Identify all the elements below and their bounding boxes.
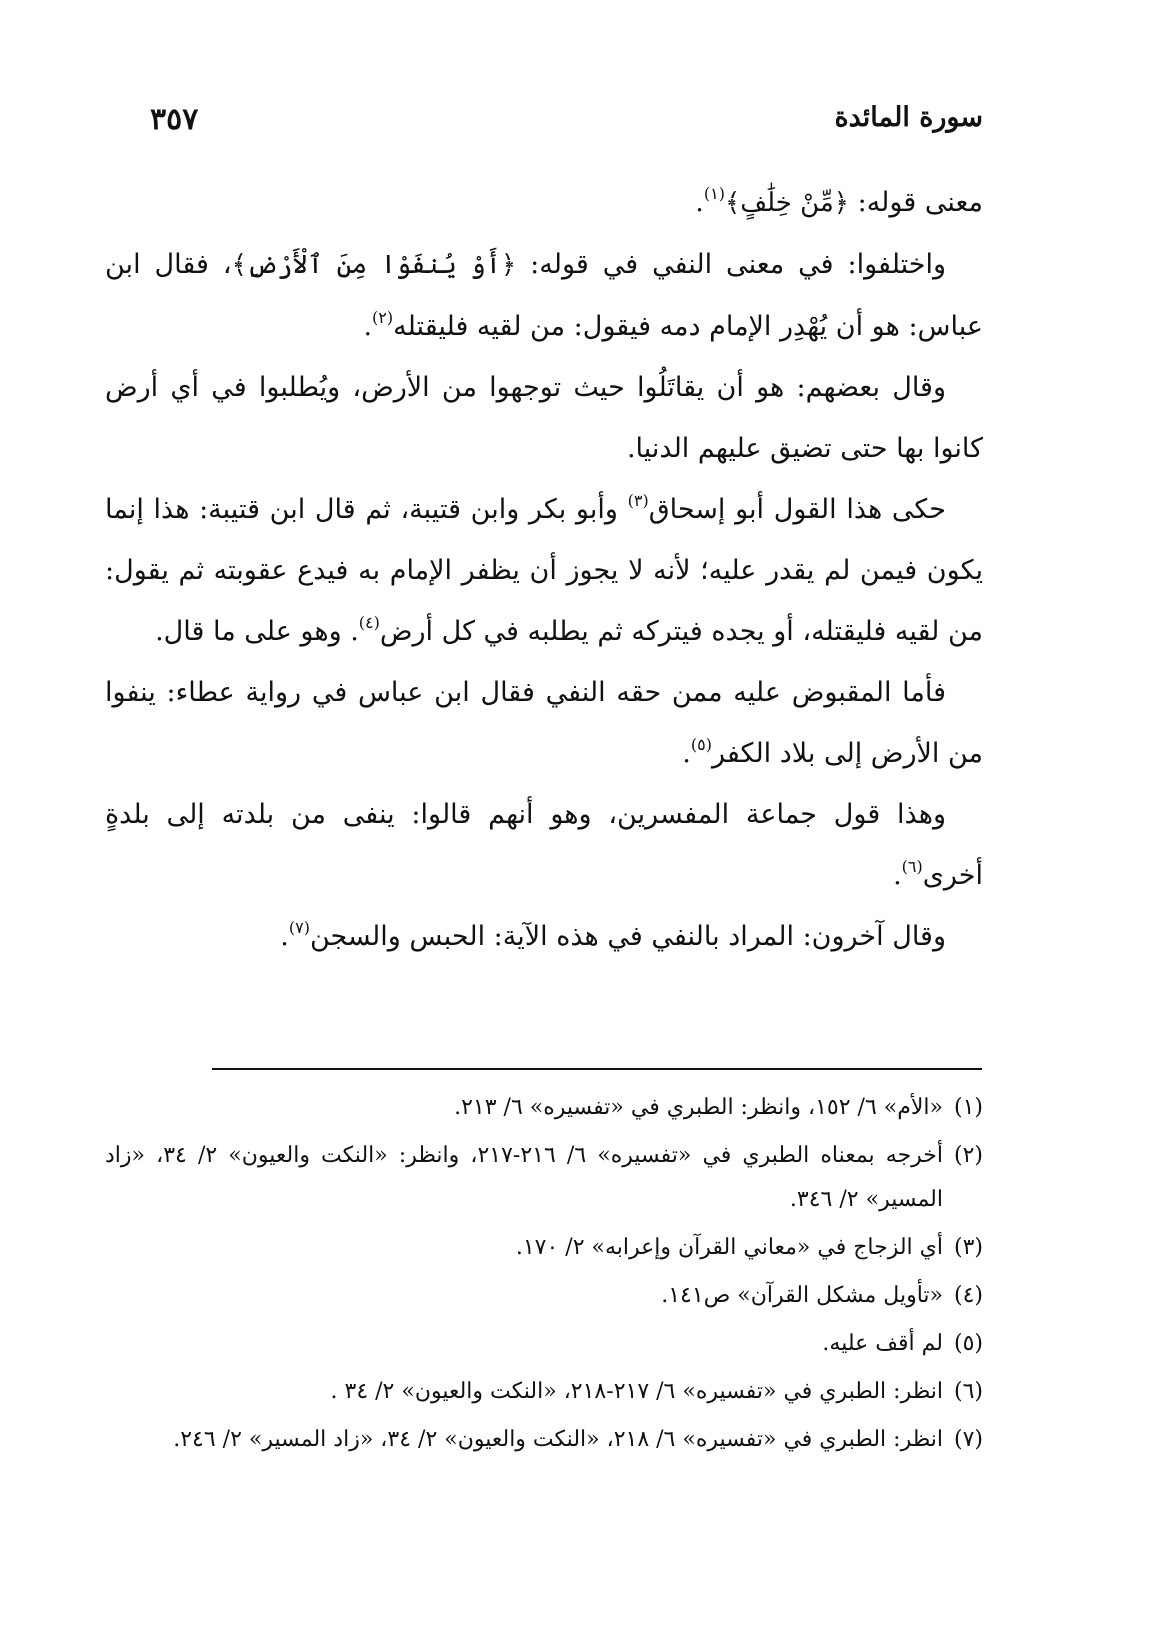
paragraph-text: . <box>893 860 902 891</box>
paragraph-7 <box>105 906 983 967</box>
paragraph-6 <box>105 784 983 906</box>
main-text <box>105 172 983 967</box>
footnote-number: (٧) <box>953 1427 983 1452</box>
footnote-divider <box>212 1068 982 1070</box>
footnote-number: (٤) <box>953 1283 983 1308</box>
footnote-item <box>105 1134 983 1222</box>
footnote-number: (٥) <box>953 1331 983 1356</box>
paragraph-text: وقال آخرون: المراد بالنفي في هذه الآية: الحبس والسجن <box>309 921 946 952</box>
paragraph-text: وأبو بكر وابن قتيبة، ثم قال ابن قتيبة: هذا إنما يكون فيمن لم يقدر عليه؛ لأنه لا يجوز أن يظفر الإمام به فيدع عقوبته ثم يقول: من لقيه فليقتله، أو يجده فيتركه ثم يطلبه في كل أرض <box>105 494 983 647</box>
paragraph-text: وقال بعضهم: هو أن يقاتَلُوا حيث توجهوا من الأرض، ويُطلبوا في أي أرض كانوا بها حتى تضيق عليهم الدنيا. <box>105 372 983 464</box>
footnote-item <box>105 1086 983 1130</box>
footnote-number: (١) <box>953 1095 983 1120</box>
footnote-text: «تأويل مشكل القرآن» ص١٤١. <box>661 1283 943 1308</box>
paragraph-2 <box>105 234 983 357</box>
paragraph-text: . <box>363 311 373 342</box>
quran-quote: ﴿مِّنْ خِلَٰفٍ﴾ <box>724 188 850 218</box>
paragraph-text: وهذا قول جماعة المفسرين، وهو أنهم قالوا: ينفى من بلدته إلى بلدةٍ أخرى <box>105 799 983 891</box>
footnotes <box>105 1086 983 1466</box>
footnote-text: «الأم» ٦/ ١٥٢، وانظر: الطبري في «تفسيره» ٦/ ٢١٣. <box>454 1095 943 1120</box>
paragraph-text: . وهو على ما قال. <box>155 616 359 647</box>
footnote-text: أي الزجاج في «معاني القرآن وإعرابه» ٢/ ١٧٠. <box>515 1235 943 1260</box>
paragraph-text: معنى قوله: <box>849 187 983 218</box>
paragraph-1 <box>105 172 983 234</box>
surah-title: سورة المائدة <box>834 102 983 133</box>
footnote-item <box>105 1274 983 1318</box>
paragraph-text: . <box>682 738 691 769</box>
footnote-ref: (٥) <box>690 735 712 754</box>
footnote-item <box>105 1418 983 1462</box>
footnote-text: انظر: الطبري في «تفسيره» ٦/ ٢١٨، «النكت والعيون» ٢/ ٣٤، «زاد المسير» ٢/ ٢٤٦. <box>173 1427 943 1452</box>
footnote-number: (٢) <box>953 1143 983 1168</box>
footnote-text: أخرجه بمعناه الطبري في «تفسيره» ٦/ ٢١٦-٢١٧، وانظر: «النكت والعيون» ٢/ ٣٤، «زاد المسير» ٢/ ٣٤٦. <box>105 1143 944 1212</box>
footnote-ref: (٦) <box>901 857 923 876</box>
footnote-ref: (٢) <box>372 308 394 327</box>
paragraph-text: . <box>280 921 289 952</box>
quran-quote: ﴿أَوْ يُنفَوْا مِنَ ٱلْأَرْضِ﴾ <box>231 250 517 280</box>
footnote-ref: (٧) <box>288 918 310 937</box>
paragraph-text: ، فقال ابن عباس: هو أن يُهْدِر الإمام دمه فيقول: من لقيه فليقتله <box>105 249 983 342</box>
page-number: ٣٥٧ <box>150 102 199 137</box>
footnote-item <box>105 1370 983 1414</box>
paragraph-text: . <box>695 187 704 218</box>
footnote-ref: (٤) <box>358 613 380 632</box>
paragraph-text: فأما المقبوض عليه ممن حقه النفي فقال ابن عباس في رواية عطاء: ينفوا من الأرض إلى بلاد الكفر <box>105 677 983 769</box>
footnote-text: انظر: الطبري في «تفسيره» ٦/ ٢١٧-٢١٨، «النكت والعيون» ٢/ ٣٤ . <box>330 1379 943 1404</box>
paragraph-text: حكى هذا القول أبو إسحاق <box>648 494 946 525</box>
footnote-text: لم أقف عليه. <box>822 1331 943 1356</box>
paragraph-5 <box>105 662 983 784</box>
footnote-ref: (١) <box>703 184 725 203</box>
paragraph-3 <box>105 357 983 479</box>
paragraph-4 <box>105 479 983 662</box>
page-header <box>150 102 983 142</box>
footnote-item <box>105 1322 983 1366</box>
footnote-number: (٦) <box>953 1379 983 1404</box>
footnote-item <box>105 1226 983 1270</box>
footnote-number: (٣) <box>953 1235 983 1260</box>
footnote-ref: (٣) <box>627 491 649 510</box>
paragraph-text: واختلفوا: في معنى النفي في قوله: <box>516 249 947 280</box>
